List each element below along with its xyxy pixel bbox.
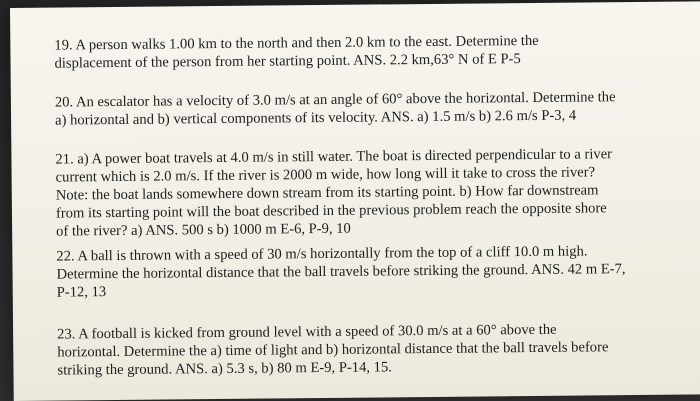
problem-line: Determine the horizontal distance that the ball travels before striking the ground. ANS. 42 m E-7, — [56, 261, 626, 283]
problem-line: horizontal. Determine the a) time of light and b) horizontal distance that the ball travels before — [57, 339, 609, 361]
problem-23 — [57, 320, 682, 380]
problem-line: 23. A football is kicked from ground level with a speed of 30.0 m/s at a 60° above the — [57, 321, 557, 343]
problem-20 — [55, 88, 680, 130]
problem-line: current which is 2.0 m/s. If the river is 2000 m wide, how long will it take to cross the river? — [55, 164, 596, 186]
problem-line: striking the ground. ANS. a) 5.3 s, b) 80 m E-9, P-14, 15. — [57, 359, 392, 379]
problem-line: a) horizontal and b) vertical components of its velocity. ANS. a) 1.5 m/s b) 2.6 m/s P-3, 4 — [55, 107, 577, 129]
problem-21 — [55, 145, 681, 241]
problem-line: 21. a) A power boat travels at 4.0 m/s in still water. The boat is directed perpendicular to a river — [55, 146, 613, 168]
problem-line: 20. An escalator has a velocity of 3.0 m/s at an angle of 60° above the horizontal. Determine the — [54, 89, 616, 111]
problem-line: 22. A ball is thrown with a speed of 30 m/s horizontally from the top of a cliff 10.0 m high. — [56, 243, 588, 265]
problem-22 — [56, 242, 681, 302]
problem-line: from its starting point will the boat described in the previous problem reach the opposite shore — [55, 200, 607, 222]
problem-line: displacement of the person from her starting point. ANS. 2.2 km,63° N of E P-5 — [54, 51, 521, 72]
problem-line: P-12, 13 — [56, 284, 107, 301]
problem-line: of the river? a) ANS. 500 s b) 1000 m E-6, P-9, 10 — [56, 220, 351, 240]
problem-line: 19. A person walks 1.00 km to the north and then 2.0 km to the east. Determine the — [54, 32, 539, 54]
worksheet-page — [10, 1, 700, 401]
problem-line: Note: the boat lands somewhere down stream from its starting point. b) How far downstream — [55, 182, 599, 204]
problem-19 — [54, 31, 679, 73]
